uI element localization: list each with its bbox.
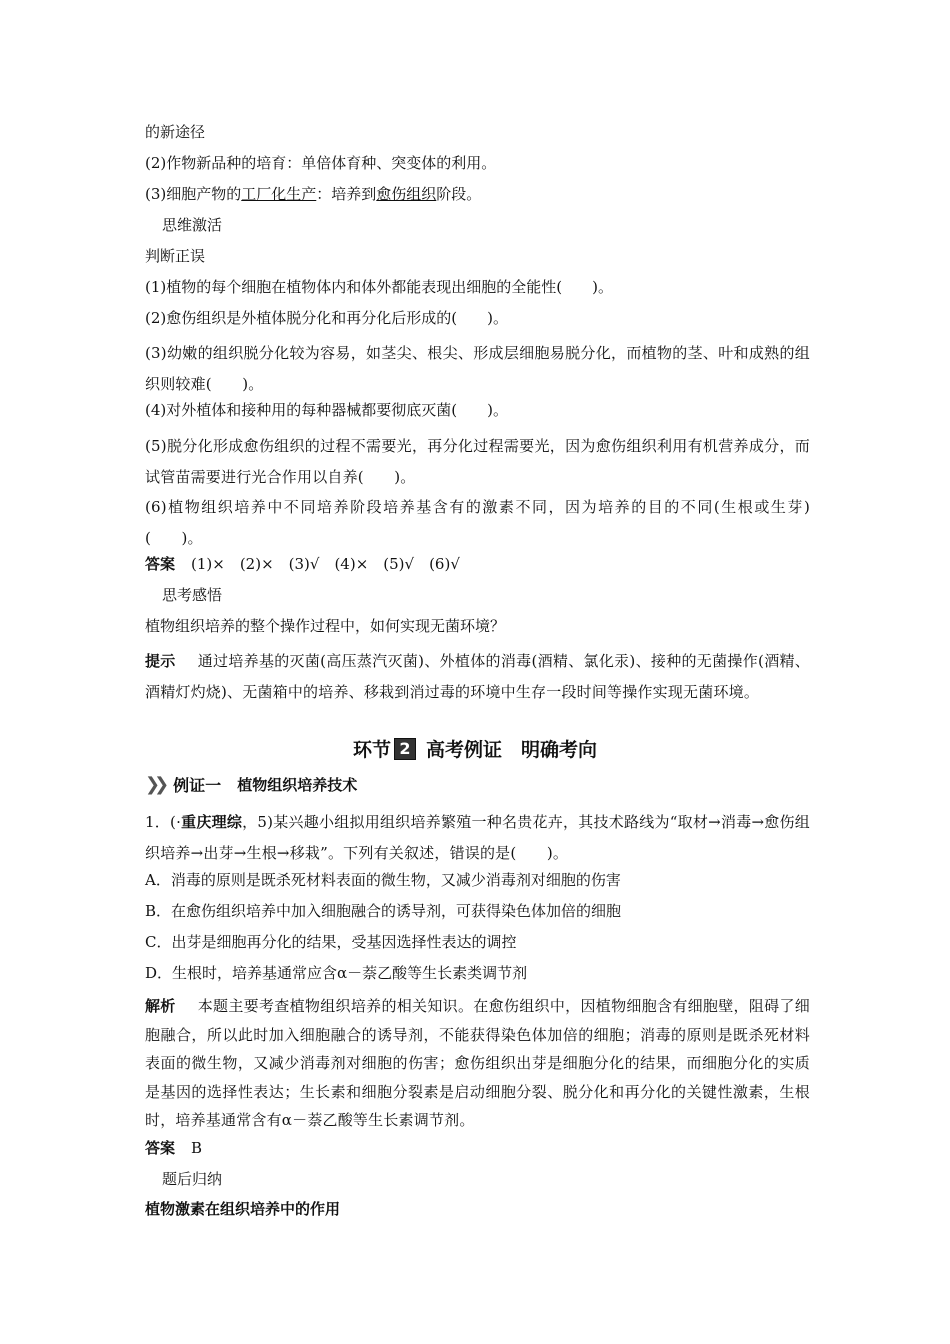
section-prefix: 环节 — [352, 739, 391, 761]
question-source: 重庆理综 — [181, 813, 243, 831]
section-number-badge: 2 — [394, 738, 416, 760]
example-label: 例证一 — [173, 775, 222, 795]
hint-label: 提示 — [145, 652, 176, 670]
question-2: (2)愈伤组织是外植体脱分化和再分化后形成的( )。 — [145, 309, 508, 327]
summary-title: 植物激素在组织培养中的作用 — [145, 1200, 341, 1218]
option-b: B．在愈伤组织培养中加入细胞融合的诱导剂，可获得染色体加倍的细胞 — [145, 902, 622, 920]
option-a: A．消毒的原则是既杀死材料表面的微生物，又减少消毒剂对细胞的伤害 — [145, 871, 621, 889]
question-4-text: (4)对外植体和接种用的每种器械都要彻底灭菌( )。 — [145, 401, 508, 419]
subheading-reflect: 思考感悟 — [162, 586, 223, 604]
reflect-question: 植物组织培养的整个操作过程中，如何实现无菌环境？ — [145, 617, 506, 635]
answer-text: (1)× (2)× (3)√ (4)× (5)√ (6)√ — [191, 555, 460, 573]
option-d: D．生根时，培养基通常应含α－萘乙酸等生长素类调节剂 — [145, 964, 528, 982]
answer-value: B — [191, 1139, 203, 1157]
question-6: (6)植物组织培养中不同培养阶段培养基含有的激素不同，因为培养的目的不同(生根或生芽)( )。 — [145, 498, 810, 547]
hint-paragraph — [145, 646, 810, 708]
text-line: 的新途径 — [145, 123, 206, 141]
question-1: (1)植物的每个细胞在植物体内和体外都能表现出细胞的全能性( )。 — [145, 278, 613, 296]
question-3: (3)幼嫩的组织脱分化较为容易，如茎尖、根尖、形成层细胞易脱分化，而植物的茎、叶和成熟的组织则较难( )。 — [145, 344, 810, 393]
example-answer — [145, 1138, 810, 1158]
section-heading — [0, 737, 950, 763]
section-title-text: 高考例证 明确考向 — [426, 739, 598, 761]
analysis-text: 本题主要考查植物组织培养的相关知识。在愈伤组织中，因植物细胞含有细胞壁，阻碍了细胞融合，所以此时加入细胞融合的诱导剂，不能获得染色体加倍的细胞；消毒的原则是既杀死材料表面的微生物，又减少消毒剂对细胞的伤害；愈伤组织出芽是细胞分化的结果，而细胞分化的实质是基因的选择性表达；生长素和细胞分裂素是启动细胞分裂、脱分化和再分化的关键性激素，生根时，培养基通常含有α－萘乙酸等生长素调节剂。 — [145, 997, 810, 1130]
subheading-think: 思维激活 — [162, 216, 223, 234]
answer-label: 答案 — [145, 555, 176, 573]
double-chevron-icon: ❯❯ — [145, 773, 164, 795]
text-span: 阶段。 — [436, 185, 482, 203]
text-span: ：培养到 — [316, 185, 377, 203]
question-text: ，5)某兴趣小组拟用组织培养繁殖一种名贵花卉，其技术路线为“取材→消毒→愈伤组织培养→出芽→生根→移栽”。下列有关叙述，错误的是( )。 — [145, 813, 810, 862]
subheading-judge: 判断正误 — [145, 247, 206, 265]
analysis-label: 解析 — [145, 997, 176, 1015]
answer-label: 答案 — [145, 1139, 176, 1157]
underlined-term: 工厂化生产 — [241, 185, 317, 203]
question-5: (5)脱分化形成愈伤组织的过程不需要光，再分化过程需要光，因为愈伤组织利用有机营养成分，而试管苗需要进行光合作用以自养( )。 — [145, 437, 810, 486]
hint-text: 通过培养基的灭菌(高压蒸汽灭菌)、外植体的消毒(酒精、氯化汞)、接种的无菌操作(酒精、酒精灯灼烧)、无菌箱中的培养、移栽到消过毒的环境中生存一段时间等操作实现无菌环境。 — [145, 652, 810, 701]
text-line: (2)作物新品种的培育：单倍体育种、突变体的利用。 — [145, 154, 497, 172]
question-number: 1．(· — [145, 813, 182, 831]
example-topic: 植物组织培养技术 — [237, 775, 358, 794]
example-heading — [145, 772, 357, 796]
question-stem — [145, 807, 810, 869]
option-c: C．出芽是细胞再分化的结果，受基因选择性表达的调控 — [145, 933, 517, 951]
text-span: (3)细胞产物的 — [145, 185, 242, 203]
text-line — [145, 184, 810, 204]
subheading-summary: 题后归纳 — [162, 1170, 223, 1188]
answer-line — [145, 554, 810, 574]
question-4 — [145, 400, 810, 420]
underlined-term: 愈伤组织 — [376, 185, 437, 203]
analysis-paragraph — [145, 992, 810, 1135]
